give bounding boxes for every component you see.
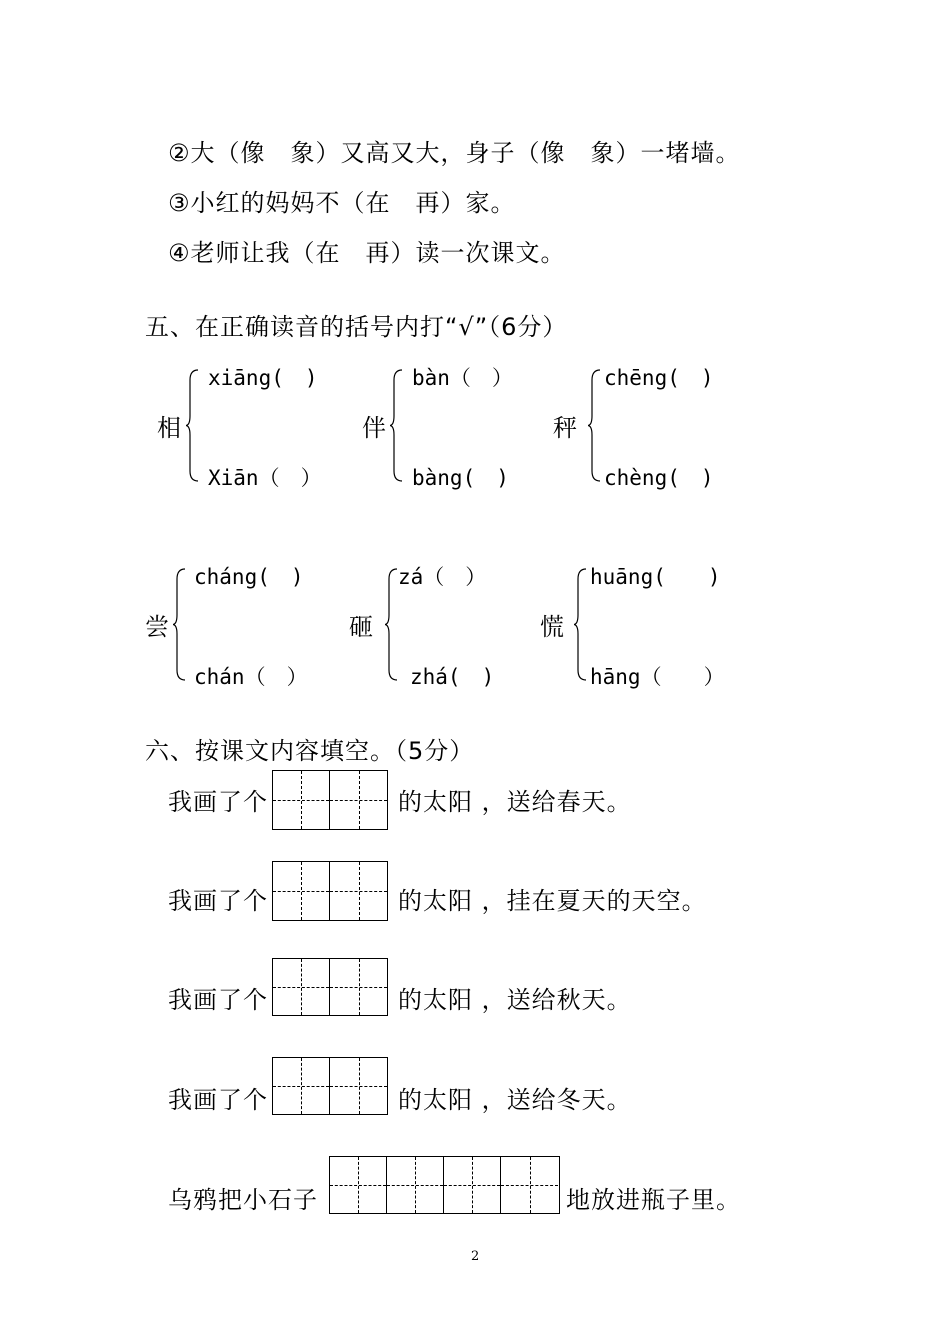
grid-cell[interactable]	[330, 1058, 387, 1114]
sentence-2: ②大（像 象）又高又大，身子（像 象）一堵墙。	[168, 139, 741, 167]
brace-icon	[390, 368, 404, 483]
fill-row-prefix: 我画了个	[168, 986, 268, 1014]
brace-icon	[588, 368, 602, 483]
grid-cell[interactable]	[330, 1157, 387, 1213]
grid-cell[interactable]	[330, 959, 387, 1015]
writing-grid[interactable]	[272, 958, 388, 1016]
pinyin-option[interactable]: Xiān（ ）	[208, 466, 322, 490]
writing-grid[interactable]	[272, 861, 388, 921]
brace-icon	[186, 368, 200, 483]
pinyin-option[interactable]: bàng( )	[412, 466, 509, 490]
section6-heading: 六、按课文内容填空。（5分）	[145, 737, 475, 765]
pinyin-group-char: 砸	[349, 613, 373, 641]
sentence-3: ③小红的妈妈不（在 再）家。	[168, 189, 516, 217]
pinyin-group-char: 慌	[540, 613, 564, 641]
writing-grid[interactable]	[329, 1156, 560, 1214]
grid-cell[interactable]	[387, 1157, 444, 1213]
grid-cell[interactable]	[273, 959, 330, 1015]
pinyin-option[interactable]: hāng（ ）	[590, 665, 725, 689]
writing-grid[interactable]	[272, 1057, 388, 1115]
fill-row-prefix: 乌鸦把小石子	[168, 1186, 318, 1214]
pinyin-group-char: 伴	[362, 414, 386, 442]
pinyin-group-char: 秤	[553, 414, 577, 442]
fill-row-suffix: 的太阳 ，挂在夏天的天空。	[398, 887, 707, 915]
fill-row-prefix: 我画了个	[168, 1086, 268, 1114]
sentence-4: ④老师让我（在 再）读一次课文。	[168, 239, 566, 267]
pinyin-option[interactable]: zá（ ）	[398, 565, 487, 589]
fill-row-suffix: 地放进瓶子里。	[566, 1186, 741, 1214]
pinyin-option[interactable]: xiāng( )	[208, 366, 318, 390]
pinyin-group-char: 相	[157, 414, 181, 442]
pinyin-option[interactable]: zhá( )	[410, 665, 495, 689]
pinyin-group-char: 尝	[145, 613, 169, 641]
grid-cell[interactable]	[444, 1157, 501, 1213]
pinyin-option[interactable]: chèng( )	[604, 466, 714, 490]
grid-cell[interactable]	[330, 862, 387, 920]
brace-icon	[385, 567, 399, 682]
grid-cell[interactable]	[273, 862, 330, 920]
page-number: 2	[471, 1249, 480, 1264]
fill-row-prefix: 我画了个	[168, 887, 268, 915]
section5-heading: 五、在正确读音的括号内打“√”（6分）	[145, 313, 568, 341]
grid-cell[interactable]	[501, 1157, 558, 1213]
pinyin-option[interactable]: huāng( )	[590, 565, 721, 589]
fill-row-suffix: 的太阳 ，送给冬天。	[398, 1086, 632, 1114]
writing-grid[interactable]	[272, 770, 388, 830]
brace-icon	[173, 567, 187, 682]
pinyin-option[interactable]: chán（ ）	[194, 665, 308, 689]
pinyin-option[interactable]: chēng( )	[604, 366, 714, 390]
pinyin-option[interactable]: bàn（ ）	[412, 366, 513, 390]
brace-icon	[574, 567, 588, 682]
fill-row-suffix: 的太阳 ，送给春天。	[398, 788, 632, 816]
fill-row-suffix: 的太阳 ，送给秋天。	[398, 986, 632, 1014]
pinyin-option[interactable]: cháng( )	[194, 565, 304, 589]
grid-cell[interactable]	[273, 771, 330, 829]
grid-cell[interactable]	[330, 771, 387, 829]
grid-cell[interactable]	[273, 1058, 330, 1114]
fill-row-prefix: 我画了个	[168, 788, 268, 816]
